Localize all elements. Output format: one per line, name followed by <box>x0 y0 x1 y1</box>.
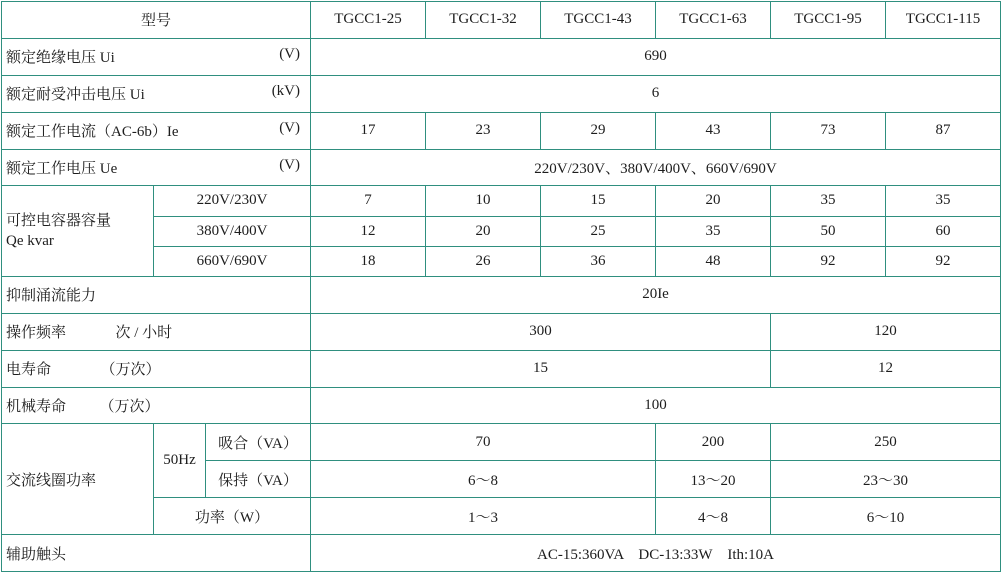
row-label-working-current <box>2 112 311 149</box>
working-current-value-2: 23 <box>426 112 541 149</box>
header-model-5: TGCC1-95 <box>771 2 886 39</box>
capacitor-r3-value-6: 92 <box>886 246 1001 276</box>
working-current-value-3: 29 <box>541 112 656 149</box>
working-current-value-6: 87 <box>886 112 1001 149</box>
header-model-3: TGCC1-43 <box>541 2 656 39</box>
row-label-impulse-voltage <box>2 75 311 112</box>
row-label-working-voltage <box>2 149 311 186</box>
capacitor-subrow-label-2: 380V/400V <box>154 216 311 246</box>
working-voltage-label: 额定工作电压 Ue <box>6 160 118 177</box>
row-label-electrical-life <box>2 350 311 387</box>
row-label-capacitor-capacity <box>2 186 154 277</box>
capacitor-r1-value-3: 15 <box>541 186 656 216</box>
capacitor-r1-value-4: 20 <box>656 186 771 216</box>
working-voltage-unit: (V) <box>279 156 301 173</box>
coil-power-hold-value-1: 6～8 <box>311 461 656 498</box>
capacitor-subrow-label-3: 660V/690V <box>154 246 311 276</box>
working-current-value-5: 73 <box>771 112 886 149</box>
operating-frequency-unit: 次 / 小时 <box>115 325 173 342</box>
working-current-label: 额定工作电流（AC-6b）Ie <box>6 124 179 141</box>
operating-frequency-value-2: 120 <box>771 313 1001 350</box>
electrical-life-value-2: 12 <box>771 350 1001 387</box>
table-row <box>2 313 1001 350</box>
row-label-mechanical-life <box>2 387 311 424</box>
working-voltage-value: 220V/230V、380V/400V、660V/690V <box>311 149 1001 186</box>
coil-power-frequency-label: 50Hz <box>154 424 206 498</box>
coil-power-pickup-value-2: 200 <box>656 424 771 461</box>
operating-frequency-label: 操作频率 <box>6 325 67 342</box>
capacitor-r1-value-1: 7 <box>311 186 426 216</box>
table-row <box>2 350 1001 387</box>
coil-power-watt-value-3: 6～10 <box>771 498 1001 535</box>
capacitor-r2-value-3: 25 <box>541 216 656 246</box>
working-current-unit: (V) <box>279 120 301 137</box>
coil-power-hold-value-3: 23～30 <box>771 461 1001 498</box>
row-label-insulation-voltage <box>2 38 311 75</box>
working-current-value-4: 43 <box>656 112 771 149</box>
row-label-inrush-suppression: 抑制涌流能力 <box>2 276 311 313</box>
electrical-life-unit: （万次） <box>100 362 161 379</box>
electrical-life-label: 电寿命 <box>6 362 52 379</box>
table-row <box>2 149 1001 186</box>
capacitor-r3-value-3: 36 <box>541 246 656 276</box>
operating-frequency-value-1: 300 <box>311 313 771 350</box>
capacitor-r1-value-6: 35 <box>886 186 1001 216</box>
header-model-1: TGCC1-25 <box>311 2 426 39</box>
capacitor-r3-value-1: 18 <box>311 246 426 276</box>
capacitor-r3-value-2: 26 <box>426 246 541 276</box>
capacitor-subrow-label-1: 220V/230V <box>154 186 311 216</box>
row-label-coil-power: 交流线圈功率 <box>2 424 154 535</box>
capacitor-r2-value-6: 60 <box>886 216 1001 246</box>
product-spec-table <box>1 1 1001 572</box>
auxiliary-contact-value: AC-15:360VA DC-13:33W Ith:10A <box>311 535 1001 572</box>
coil-power-subrow-label-3: 功率（W） <box>154 498 311 535</box>
impulse-voltage-label: 额定耐受冲击电压 Ui <box>6 87 145 104</box>
capacitor-capacity-label-line2: Qe kvar <box>6 233 54 250</box>
row-label-operating-frequency <box>2 313 311 350</box>
working-current-value-1: 17 <box>311 112 426 149</box>
spec-table-container <box>0 1 1001 574</box>
header-model-4: TGCC1-63 <box>656 2 771 39</box>
table-row <box>2 424 1001 461</box>
capacitor-r3-value-5: 92 <box>771 246 886 276</box>
table-row <box>2 75 1001 112</box>
coil-power-watt-value-1: 1～3 <box>311 498 656 535</box>
table-row <box>2 535 1001 572</box>
table-row <box>2 112 1001 149</box>
capacitor-r2-value-1: 12 <box>311 216 426 246</box>
mechanical-life-value: 100 <box>311 387 1001 424</box>
coil-power-hold-value-2: 13～20 <box>656 461 771 498</box>
header-model-label: 型号 <box>2 2 311 39</box>
coil-power-pickup-value-3: 250 <box>771 424 1001 461</box>
insulation-voltage-value: 690 <box>311 38 1001 75</box>
impulse-voltage-unit: (kV) <box>271 83 301 100</box>
insulation-voltage-label: 额定绝缘电压 Ui <box>6 50 115 67</box>
table-header-row <box>2 2 1001 39</box>
coil-power-subrow-label-2: 保持（VA） <box>206 461 311 498</box>
table-row <box>2 38 1001 75</box>
impulse-voltage-value: 6 <box>311 75 1001 112</box>
coil-power-watt-value-2: 4～8 <box>656 498 771 535</box>
mechanical-life-unit: （万次） <box>99 398 160 415</box>
table-row <box>2 387 1001 424</box>
capacitor-r2-value-2: 20 <box>426 216 541 246</box>
coil-power-pickup-value-1: 70 <box>311 424 656 461</box>
capacitor-r3-value-4: 48 <box>656 246 771 276</box>
insulation-voltage-unit: (V) <box>279 46 301 63</box>
coil-power-subrow-label-1: 吸合（VA） <box>206 424 311 461</box>
header-model-6: TGCC1-115 <box>886 2 1001 39</box>
electrical-life-value-1: 15 <box>311 350 771 387</box>
capacitor-capacity-label-line1: 可控电容器容量 <box>6 212 112 229</box>
capacitor-r2-value-5: 50 <box>771 216 886 246</box>
row-label-auxiliary-contact: 辅助触头 <box>2 535 311 572</box>
capacitor-r2-value-4: 35 <box>656 216 771 246</box>
header-model-2: TGCC1-32 <box>426 2 541 39</box>
table-row <box>2 186 1001 216</box>
capacitor-r1-value-5: 35 <box>771 186 886 216</box>
inrush-suppression-value: 20Ie <box>311 276 1001 313</box>
capacitor-r1-value-2: 10 <box>426 186 541 216</box>
table-row <box>2 276 1001 313</box>
mechanical-life-label: 机械寿命 <box>6 398 67 415</box>
